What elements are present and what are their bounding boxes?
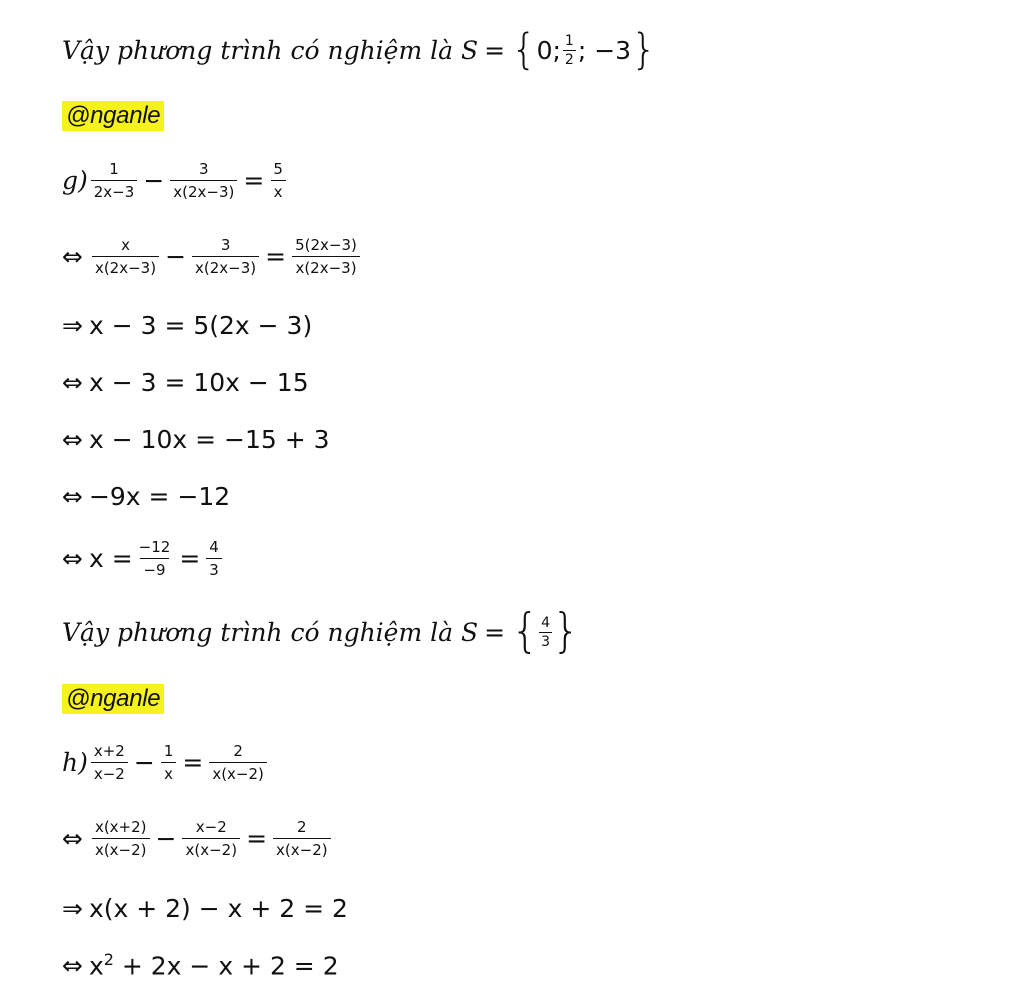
g-l7-eq: =	[179, 544, 201, 573]
h-l4-exp: 2	[103, 950, 114, 969]
fraction	[192, 236, 259, 277]
problem-label-g: g)	[62, 166, 88, 195]
fraction	[182, 818, 240, 859]
right-brace: }	[631, 25, 657, 75]
g-l2-f1n: x	[121, 236, 130, 254]
h-l1-f2n: 1	[163, 742, 174, 760]
S: S	[461, 617, 479, 647]
g-l2-f3d: x(2x−3)	[292, 256, 359, 277]
g-line-1	[62, 160, 289, 201]
g-l2-sym: ⇔	[62, 242, 83, 271]
fraction	[539, 615, 552, 650]
g-l2-minus: −	[165, 242, 187, 271]
fraction	[170, 160, 237, 201]
h-l1-f1d: x−2	[91, 762, 128, 783]
h-l4-x: x	[88, 951, 104, 981]
g-l4-sym: ⇔	[62, 368, 83, 397]
conclusion-text: Vậy phương trình có nghiệm là	[62, 617, 454, 647]
set-value-neg3: ; −3	[577, 35, 632, 65]
set2-num: 4	[541, 614, 551, 631]
g-l1-f3d: x	[271, 180, 286, 201]
h-l1-f3n: 2	[233, 742, 243, 760]
h-l2-f1d: x(x−2)	[92, 838, 150, 859]
g-l7-sym: ⇔	[62, 544, 83, 573]
fraction	[92, 236, 159, 277]
g-l1-minus: −	[143, 166, 165, 195]
g-l7-f2d: 3	[206, 558, 222, 579]
h-line-4	[62, 950, 339, 980]
g-l3-sym: ⇒	[62, 311, 83, 340]
h-l2-f1n: x(x+2)	[94, 818, 147, 836]
h-l2-f2d: x(x−2)	[182, 838, 240, 859]
g-line-6	[62, 482, 230, 511]
h-l3-sym: ⇒	[62, 894, 83, 923]
h-l1-f1n: x+2	[93, 742, 125, 760]
fraction	[161, 742, 177, 783]
fraction	[209, 742, 267, 783]
h-l2-minus: −	[155, 824, 177, 853]
h-l2-eq: =	[246, 824, 268, 853]
g-expr-3: x − 3 = 5(2x − 3)	[88, 311, 313, 340]
g-line-5	[62, 425, 330, 454]
g-l1-f2d: x(2x−3)	[170, 180, 237, 201]
set1-half-num: 1	[564, 32, 574, 49]
fraction	[92, 818, 150, 859]
brace: {	[511, 604, 540, 659]
g-expr-6: −9x = −12	[88, 482, 231, 511]
h-l4-sym: ⇔	[62, 950, 83, 980]
h-l2-sym: ⇔	[62, 824, 83, 853]
fraction	[136, 538, 174, 579]
g-l2-f3n: 5(2x−3)	[295, 236, 357, 254]
conclusion-text: Vậy phương trình có nghiệm là	[62, 35, 454, 65]
g-l7-f1d: −9	[140, 558, 168, 579]
g-l2-f1d: x(2x−3)	[92, 256, 159, 277]
g-l1-f2n: 3	[199, 160, 209, 178]
conclusion-line-1	[62, 25, 657, 75]
author-tag-2	[62, 684, 164, 714]
left-brace: {	[511, 25, 537, 75]
fraction	[273, 818, 331, 859]
set-fraction-half	[563, 33, 576, 68]
g-l7-f2n: 4	[209, 538, 219, 556]
author-tag: @nganle	[62, 101, 164, 131]
g-expr-4: x − 3 = 10x − 15	[88, 368, 309, 397]
g-l1-f3n: 5	[273, 160, 283, 178]
g-l1-f1n: 1	[109, 160, 119, 178]
fraction	[91, 160, 138, 201]
solution-set-2	[511, 604, 581, 659]
g-l2-eq: =	[265, 242, 287, 271]
author-tag: @nganle	[62, 684, 164, 714]
g-l5-sym: ⇔	[62, 425, 83, 454]
h-l2-f3d: x(x−2)	[273, 838, 331, 859]
fraction	[91, 742, 128, 783]
set-value-0: 0;	[536, 35, 561, 65]
g-l2-f2d: x(2x−3)	[192, 256, 259, 277]
g-line-7	[62, 538, 225, 579]
set-symbol: S	[461, 35, 479, 65]
h-line-2	[62, 818, 334, 859]
g-line-3	[62, 311, 312, 340]
h-l2-f2n: x−2	[195, 818, 227, 836]
h-l1-minus: −	[133, 748, 155, 777]
g-line-2	[62, 236, 363, 277]
conclusion-line-2	[62, 604, 581, 659]
g-l2-f2n: 3	[220, 236, 231, 254]
h-line-1	[62, 742, 270, 783]
fraction	[270, 160, 286, 201]
g-l7-f1n: −12	[138, 538, 171, 556]
problem-label-h: h)	[62, 748, 88, 777]
author-tag-1	[62, 101, 164, 131]
solution-set-1	[511, 25, 657, 75]
g-l6-sym: ⇔	[62, 482, 83, 511]
g-l7-lhs: x =	[88, 544, 133, 573]
g-l1-f1d: 2x−3	[91, 180, 138, 201]
g-expr-5: x − 10x = −15 + 3	[88, 425, 330, 454]
eq: =	[484, 617, 506, 647]
brace: }	[552, 604, 581, 659]
h-l2-f3n: 2	[297, 818, 307, 836]
h-l1-f2d: x	[161, 762, 176, 783]
h-expr-3: x(x + 2) − x + 2 = 2	[88, 894, 348, 923]
g-line-4	[62, 368, 309, 397]
equals-sign: =	[484, 35, 506, 65]
h-l4-rest: + 2x − x + 2 = 2	[113, 951, 339, 981]
h-line-3	[62, 894, 348, 923]
g-l1-eq: =	[243, 166, 265, 195]
set1-half-den: 2	[564, 51, 574, 68]
set2-den: 3	[541, 633, 551, 650]
h-l1-f3d: x(x−2)	[209, 762, 267, 783]
h-expr-4	[89, 950, 339, 980]
h-l1-eq: =	[182, 748, 204, 777]
fraction	[206, 538, 222, 579]
fraction	[292, 236, 360, 277]
